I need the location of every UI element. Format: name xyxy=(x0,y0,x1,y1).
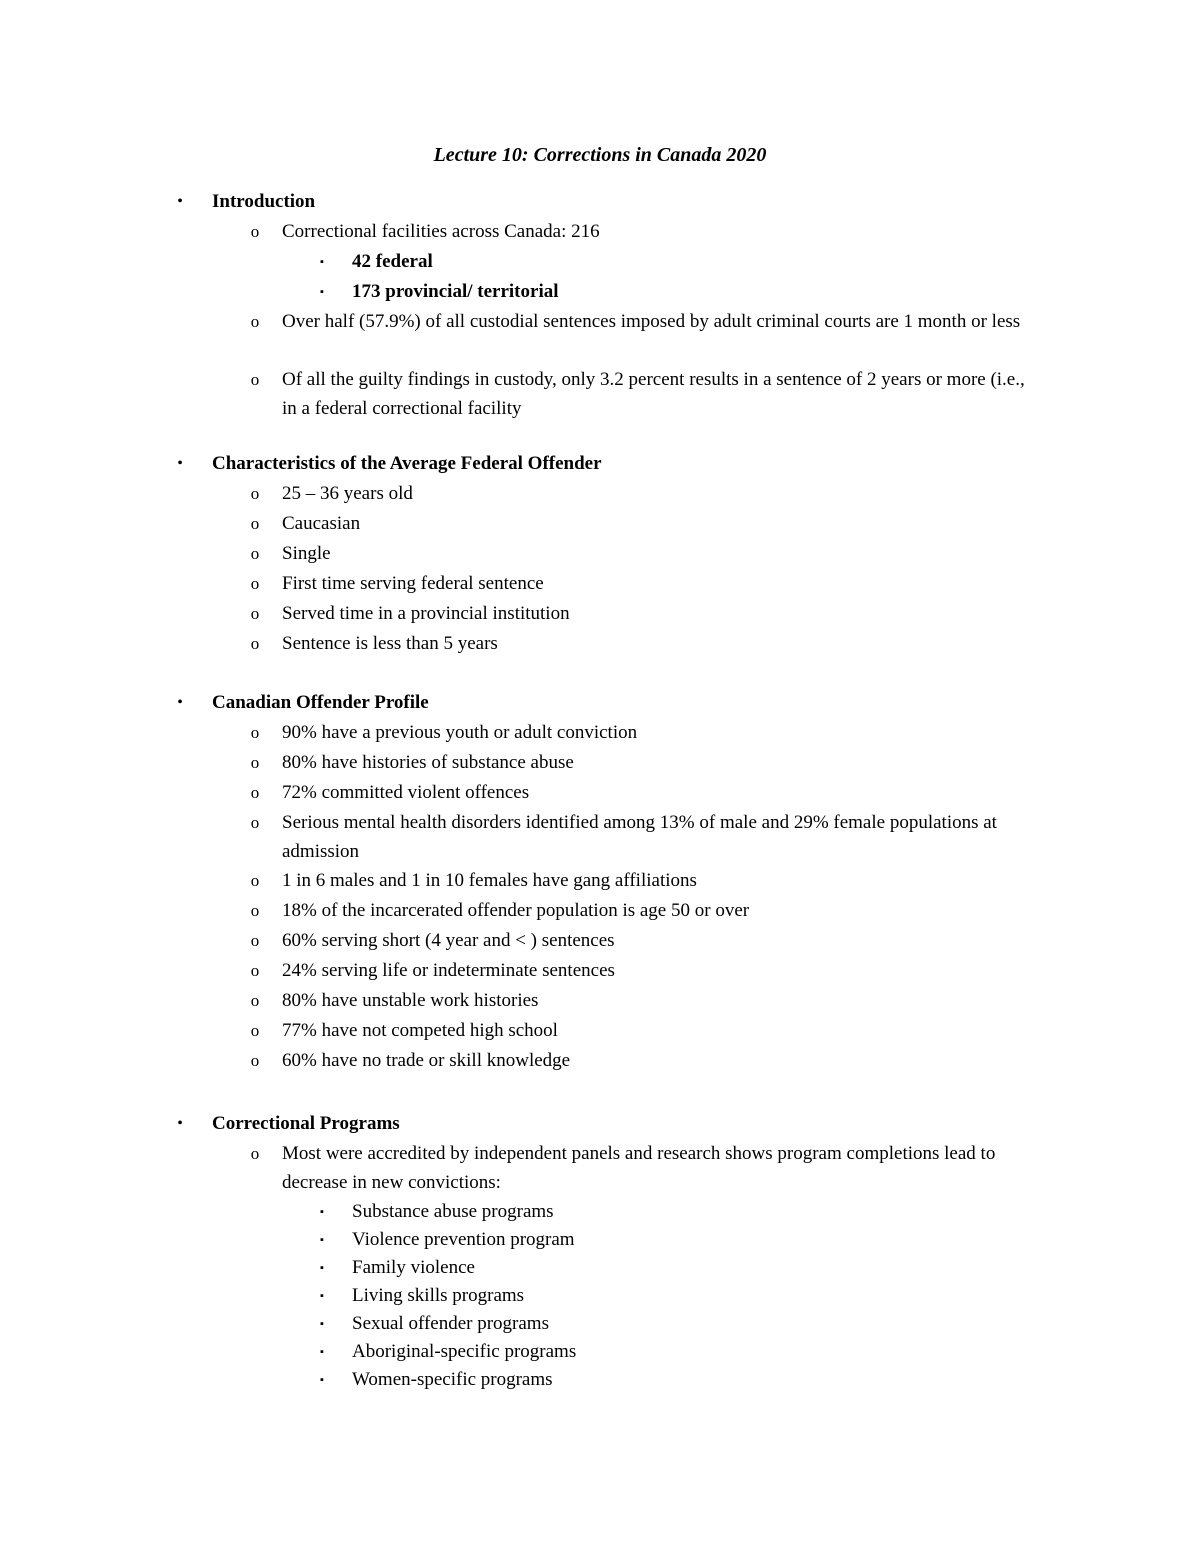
section-heading-row xyxy=(0,688,1200,718)
sub-list-item-text: Violence prevention program xyxy=(352,1229,575,1250)
sub-list-item xyxy=(0,1309,1200,1337)
section-characteristics xyxy=(0,449,1200,659)
circle-marker: o xyxy=(250,514,260,533)
section-heading: Introduction xyxy=(212,191,316,212)
circle-marker: o xyxy=(250,723,260,742)
sub-list-item xyxy=(0,247,1200,277)
list-item-text: Served time in a provincial institution xyxy=(282,603,570,624)
sub-list-item-text: Women-specific programs xyxy=(352,1369,553,1390)
sub-list-item xyxy=(0,1337,1200,1365)
list-item xyxy=(0,866,1200,896)
list-item-text: 1 in 6 males and 1 in 10 females have gang affiliations xyxy=(282,870,697,891)
sub-list-item-text: Sexual offender programs xyxy=(352,1313,549,1334)
list-item xyxy=(0,808,1200,866)
list-item xyxy=(0,569,1200,599)
section-heading-row xyxy=(0,1109,1200,1139)
list-item xyxy=(0,217,1200,247)
list-item xyxy=(0,1139,1200,1197)
circle-marker: o xyxy=(250,753,260,772)
sub-list-item xyxy=(0,1253,1200,1281)
square-marker: ▪ xyxy=(320,1206,324,1218)
list-item xyxy=(0,509,1200,539)
list-item xyxy=(0,539,1200,569)
list-item xyxy=(0,479,1200,509)
sub-list-item-text: Aboriginal-specific programs xyxy=(352,1341,577,1362)
circle-marker: o xyxy=(250,901,260,920)
page-title: Lecture 10: Corrections in Canada 2020 xyxy=(433,144,767,166)
list-item-text: Caucasian xyxy=(282,513,361,534)
sub-list-item-text: Living skills programs xyxy=(352,1285,525,1306)
square-marker: ▪ xyxy=(320,1374,324,1386)
circle-marker: o xyxy=(250,1144,260,1163)
section-offender-profile xyxy=(0,688,1200,1076)
section-heading: Canadian Offender Profile xyxy=(212,692,429,713)
sub-list-item xyxy=(0,1197,1200,1225)
list-item-text: 77% have not competed high school xyxy=(282,1020,558,1041)
bullet-marker: • xyxy=(177,193,183,210)
circle-marker: o xyxy=(250,931,260,950)
square-marker: ▪ xyxy=(320,256,324,268)
section-heading: Correctional Programs xyxy=(212,1113,400,1134)
list-item-text: 18% of the incarcerated offender population is age 50 or over xyxy=(282,900,750,921)
list-item-text: 90% have a previous youth or adult conviction xyxy=(282,722,638,743)
square-marker: ▪ xyxy=(320,1318,324,1330)
list-item xyxy=(0,307,1200,365)
square-marker: ▪ xyxy=(320,1262,324,1274)
square-marker: ▪ xyxy=(320,1290,324,1302)
circle-marker: o xyxy=(250,871,260,890)
circle-marker: o xyxy=(250,544,260,563)
circle-marker: o xyxy=(250,370,260,389)
list-item-text: 72% committed violent offences xyxy=(282,782,530,803)
list-item xyxy=(0,778,1200,808)
list-item-text: Of all the guilty findings in custody, only 3.2 percent results in a sentence of 2 years or more (i.e., in a federal correctional facility xyxy=(282,369,1025,419)
list-item xyxy=(0,365,1200,423)
list-item xyxy=(0,718,1200,748)
square-marker: ▪ xyxy=(320,1346,324,1358)
bullet-marker: • xyxy=(177,1115,183,1132)
section-heading-row xyxy=(0,187,1200,217)
square-marker: ▪ xyxy=(320,1234,324,1246)
list-item-text: 60% have no trade or skill knowledge xyxy=(282,1050,571,1071)
bullet-marker: • xyxy=(177,455,183,472)
list-item xyxy=(0,629,1200,659)
section-heading: Characteristics of the Average Federal Offender xyxy=(212,453,602,474)
sub-list-item-text: Family violence xyxy=(352,1257,475,1278)
circle-marker: o xyxy=(250,961,260,980)
circle-marker: o xyxy=(250,634,260,653)
list-item-text: 60% serving short (4 year and < ) sentences xyxy=(282,930,615,951)
section-correctional-programs xyxy=(0,1109,1200,1393)
sub-list-item-text: Substance abuse programs xyxy=(352,1201,554,1222)
circle-marker: o xyxy=(250,813,260,832)
circle-marker: o xyxy=(250,312,260,331)
circle-marker: o xyxy=(250,1051,260,1070)
circle-marker: o xyxy=(250,1021,260,1040)
circle-marker: o xyxy=(250,783,260,802)
circle-marker: o xyxy=(250,222,260,241)
sub-list-item xyxy=(0,1225,1200,1253)
list-item-text: Most were accredited by independent panels and research shows program completions lead to decrease in new convictions: xyxy=(282,1143,996,1193)
list-item xyxy=(0,986,1200,1016)
sub-list-item xyxy=(0,277,1200,307)
list-item-text: 24% serving life or indeterminate sentences xyxy=(282,960,615,981)
list-item-text: Serious mental health disorders identified among 13% of male and 29% female populations at admission xyxy=(282,812,997,862)
list-item xyxy=(0,599,1200,629)
list-item-text: 80% have unstable work histories xyxy=(282,990,539,1011)
list-item xyxy=(0,896,1200,926)
list-item-text: 25 – 36 years old xyxy=(282,483,413,504)
sub-list-item xyxy=(0,1281,1200,1309)
list-item-text: Sentence is less than 5 years xyxy=(282,633,498,654)
section-introduction xyxy=(0,187,1200,423)
sub-list-item-text: 173 provincial/ territorial xyxy=(352,281,559,302)
sub-list-item xyxy=(0,1365,1200,1393)
list-item-text: Correctional facilities across Canada: 216 xyxy=(282,221,600,242)
list-item xyxy=(0,1046,1200,1076)
bullet-marker: • xyxy=(177,694,183,711)
square-marker: ▪ xyxy=(320,286,324,298)
list-item xyxy=(0,956,1200,986)
circle-marker: o xyxy=(250,604,260,623)
list-item xyxy=(0,1016,1200,1046)
circle-marker: o xyxy=(250,484,260,503)
sub-list-item-text: 42 federal xyxy=(352,251,433,272)
list-item-text: Over half (57.9%) of all custodial sentences imposed by adult criminal courts are 1 month or less xyxy=(282,311,1021,332)
circle-marker: o xyxy=(250,574,260,593)
section-heading-row xyxy=(0,449,1200,479)
list-item-text: First time serving federal sentence xyxy=(282,573,544,594)
list-item xyxy=(0,748,1200,778)
list-item-text: 80% have histories of substance abuse xyxy=(282,752,574,773)
list-item-text: Single xyxy=(282,543,331,564)
circle-marker: o xyxy=(250,991,260,1010)
list-item xyxy=(0,926,1200,956)
